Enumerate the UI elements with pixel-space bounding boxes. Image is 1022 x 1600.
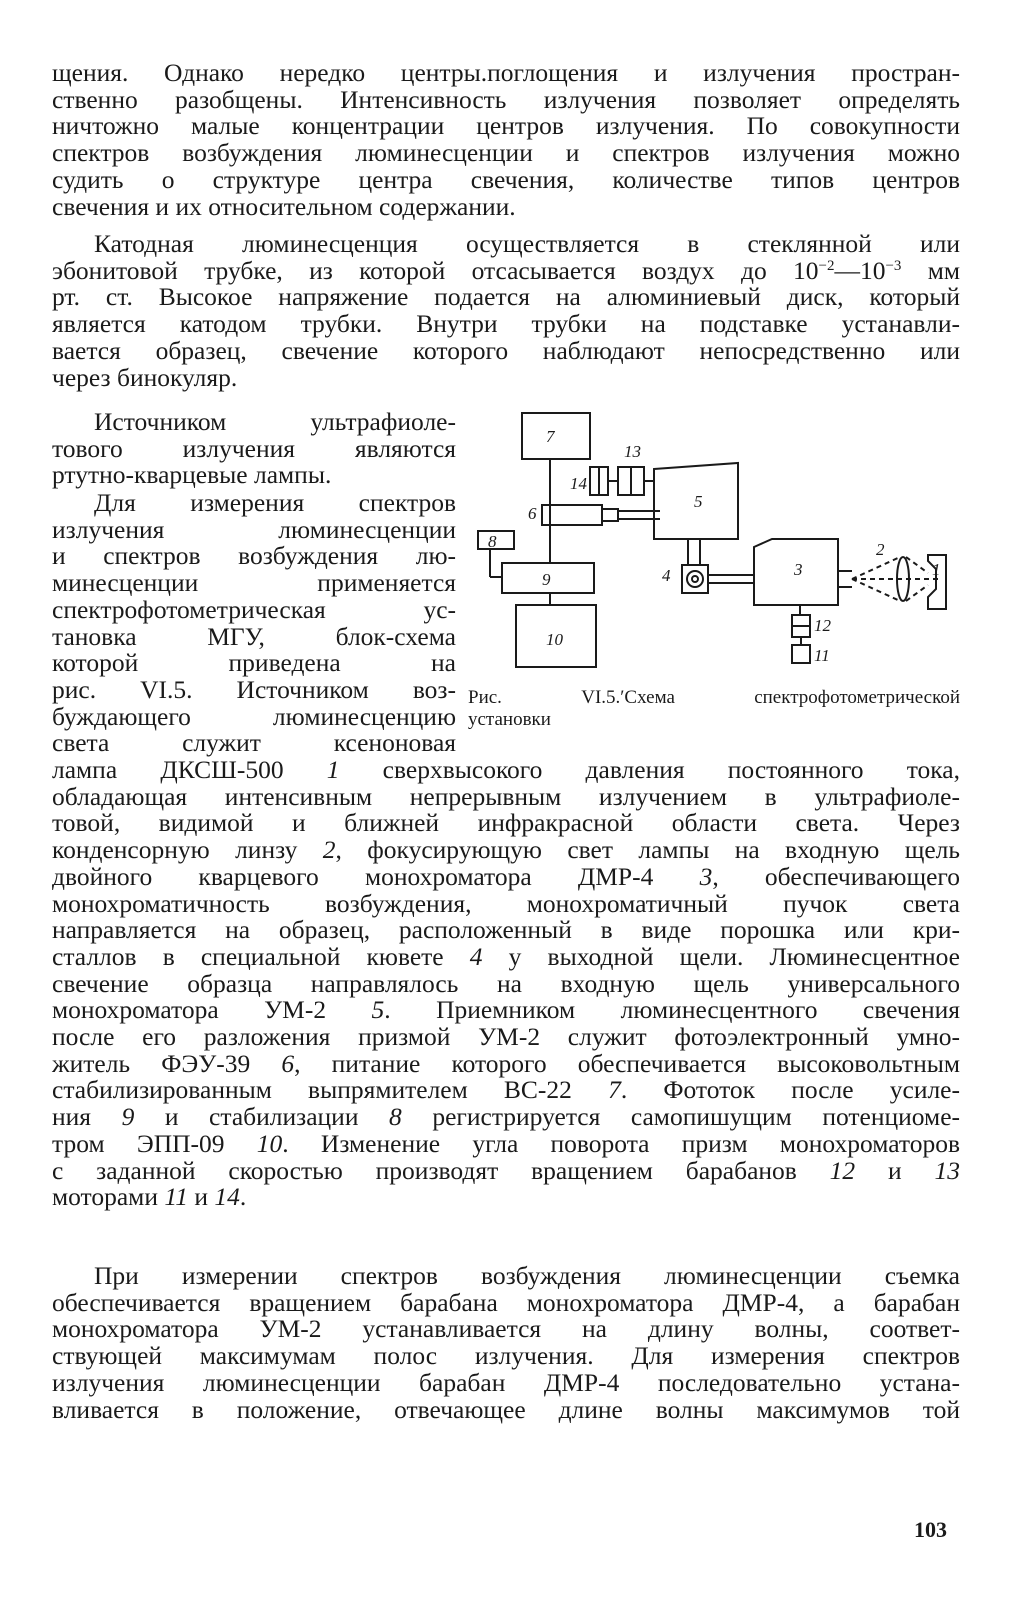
figure-caption: Рис. VI.5.′Схема спектрофотометрической установки	[468, 687, 960, 730]
block-diagram-figure	[466, 405, 960, 675]
block-6-connector	[602, 509, 618, 521]
block-11	[792, 645, 810, 663]
label-7: 7	[546, 427, 555, 446]
beam-lower	[852, 579, 900, 601]
paragraph-3: Источником ультрафиоле- тового излучения являются ртутно-кварцевые лампы.	[52, 407, 456, 490]
cuvette-center	[692, 576, 698, 582]
block-7	[522, 413, 590, 459]
label-9: 9	[542, 570, 551, 589]
paragraph-5: При измерении спектров возбуждения люминесценции съемка обеспечивается вращением барабана монохроматора ДМР-4, а барабан монохроматора УМ-2 устанавливается на длину волны, соответ- ствующей максимумам полос излучения. Для измерения спектров излучения люминесценции барабан ДМР-4 последовательно устана- вливается в положение, отвечающее длине волны максимумов той	[52, 1261, 960, 1424]
label-3: 3	[794, 560, 803, 579]
label-8: 8	[488, 532, 497, 551]
label-13: 13	[624, 442, 641, 461]
beam-upper	[852, 557, 900, 579]
label-12: 12	[814, 616, 831, 635]
line-with-superscripts: эбонитовой трубке, из которой отсасывается воздух до $10^{-2}—10^{-3}$ мм	[52, 255, 960, 285]
label-10: 10	[546, 630, 563, 649]
block-diagram	[466, 405, 960, 675]
label-1: 1	[932, 560, 941, 579]
page-number: 103	[914, 1517, 947, 1542]
paragraph-1: щения. Однако нередко центры.поглощения и излучения простран- ственно разобщены. Интенсивность излучения позволяет определять ничтожно малые концентрации центров излучения. По совокупности спектров возбуждения люминесценции и спектров излучения можно судить о структуре центра свечения, количестве типов центров свечения и их относительном содержании.	[52, 58, 960, 221]
paragraph-4-wide: лампа ДКСШ-500 1 сверхвысокого давления постоянного тока, обладающая интенсивным непрерывным излучением в ультрафиоле- товой, видимой и ближней инфракрасной области света. Через конденсорную линзу 2, фокусирующую свет лампы на входную щель двойного кварцевого монохроматора ДМР-4 3, обеспечивающего монохроматичность возбуждения, монохроматичный пучок света направляется на образец, расположенный в виде порошка или кри- сталлов в специальной кювете 4 у выходной щели. Люминесцентное свечение образца направлялось на входную щель универсального монохроматора УМ-2 5. Приемником люминесцентного свечения после его разложения призмой УМ-2 служит фотоэлектронный умно- житель ФЭУ-39 6, питание которого обеспечивается высоковольтным стабилизированным выпрямителем ВС-22 7. Фототок после усиле- ния 9 и стабилизации 8 регистрируется самопишущим потенциоме- тром ЭПП-09 10. Изменение угла поворота призм монохроматоров с заданной скоростью производят вращением барабанов 12 и 13 моторами 11 и 14.	[52, 755, 961, 1212]
label-4: 4	[662, 566, 671, 585]
label-5: 5	[694, 492, 703, 511]
label-11: 11	[814, 646, 830, 665]
paragraph-4-narrow: Для измерения спектров излучения люминесценции и спектров возбуждения лю- минесценции применяется спектрофотометрическая ус- тановка МГУ, блок-схема которой приведена на рис. VI.5. Источником воз- буждающего люминесценцию света служит ксеноновая	[52, 488, 456, 758]
paragraph-2: Катодная люминесценция осуществляется в стеклянной или эбонитовой трубке, из которой отсасывается воздух до $10^{-2}—10^{-3}$ мм рт. ст. Высокое напряжение подается на алюминиевый диск, который является катодом трубки. Внутри трубки на подставке устанавли- вается образец, свечение которого наблюдают непосредственно или через бинокуляр.	[52, 229, 960, 392]
block-4	[682, 565, 708, 593]
cuvette-circle	[687, 571, 703, 587]
label-14: 14	[570, 474, 587, 493]
label-6: 6	[528, 504, 537, 523]
label-2: 2	[876, 540, 885, 559]
